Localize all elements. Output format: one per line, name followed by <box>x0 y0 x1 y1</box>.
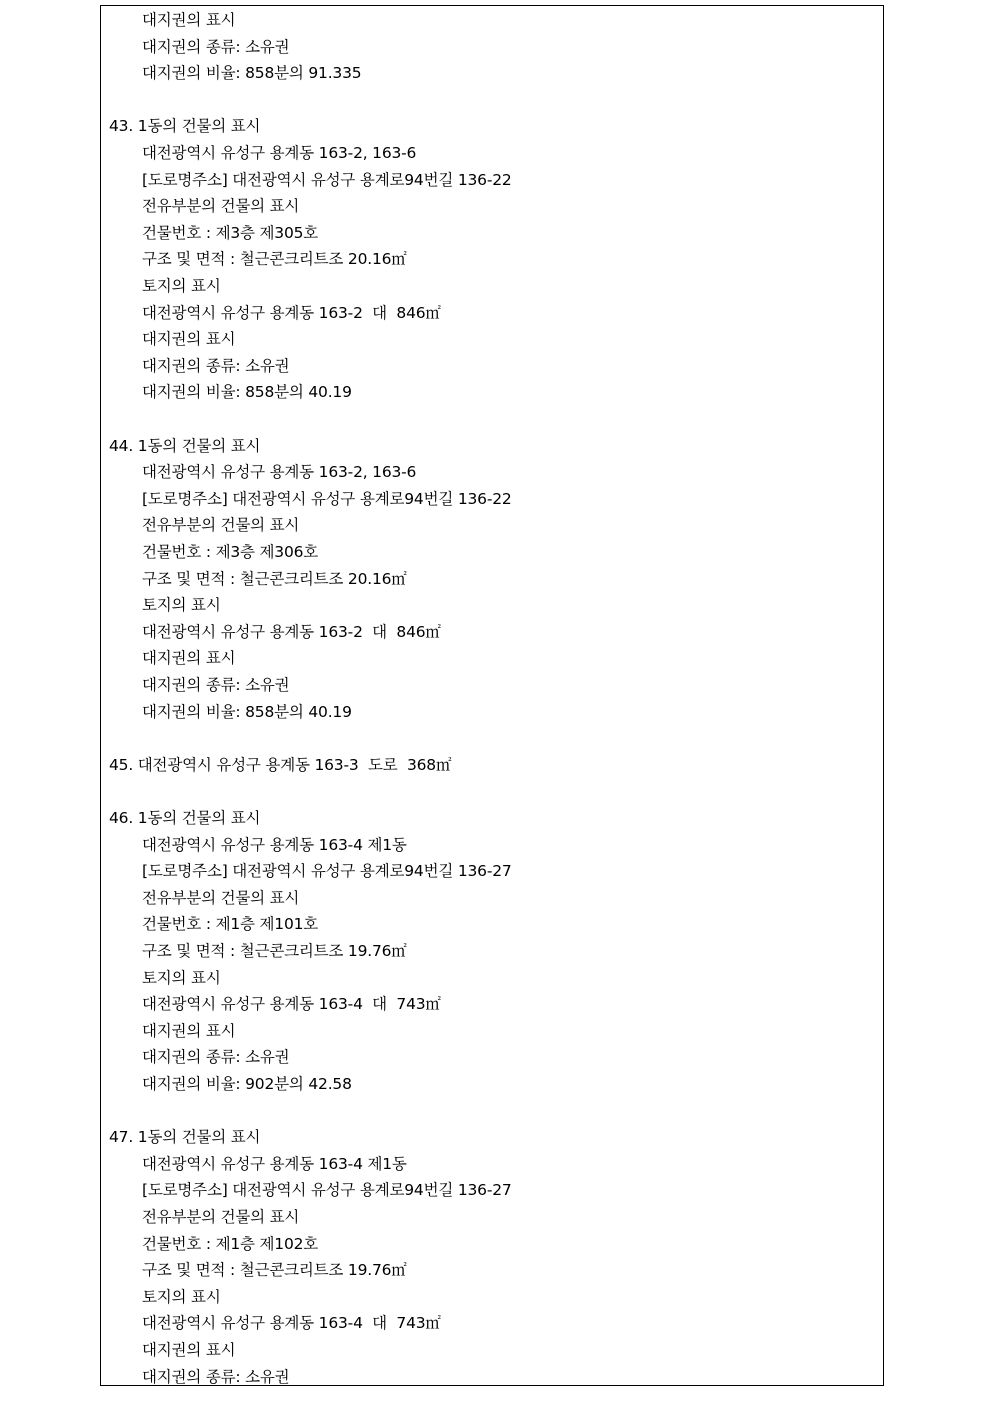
item-heading: 46. 1동의 건물의 표시 <box>109 809 261 827</box>
detail-line: 전유부분의 건물의 표시 <box>142 197 300 216</box>
document-frame <box>100 5 884 1386</box>
detail-line: 대지권의 표시 <box>142 649 236 668</box>
detail-line: 구조 및 면적 : 철근콘크리트조 20.16㎡ <box>142 250 407 269</box>
detail-line: 대지권의 비율: 858분의 40.19 <box>142 702 352 721</box>
detail-line: 대전광역시 유성구 용계동 163-2, 163-6 <box>142 463 417 482</box>
detail-line: 대전광역시 유성구 용계동 163-2 대 846㎡ <box>142 303 441 322</box>
detail-line: 대전광역시 유성구 용계동 163-4 제1동 <box>142 1154 407 1173</box>
item-heading: 47. 1동의 건물의 표시 <box>109 1128 261 1147</box>
detail-line: 대지권의 종류: 소유권 <box>142 356 290 375</box>
detail-line: 건물번호 : 제1층 제101호 <box>142 915 319 934</box>
detail-line: 대전광역시 유성구 용계동 163-2 대 846㎡ <box>142 622 441 641</box>
detail-line: 전유부분의 건물의 표시 <box>142 888 300 907</box>
detail-line: 토지의 표시 <box>142 277 221 295</box>
detail-line: 대전광역시 유성구 용계동 163-4 대 743㎡ <box>142 995 441 1014</box>
detail-line: 대지권의 표시 <box>142 1341 236 1359</box>
detail-line: 토지의 표시 <box>142 596 221 615</box>
detail-line: [도로명주소] 대전광역시 유성구 용계로94번길 136-27 <box>142 1181 512 1200</box>
detail-line: [도로명주소] 대전광역시 유성구 용계로94번길 136-27 <box>142 862 512 881</box>
detail-line: 대지권의 표시 <box>142 330 236 349</box>
detail-line: 대지권의 표시 <box>142 11 236 29</box>
detail-line: [도로명주소] 대전광역시 유성구 용계로94번길 136-22 <box>142 489 512 508</box>
detail-line: [도로명주소] 대전광역시 유성구 용계로94번길 136-22 <box>142 170 512 189</box>
detail-line: 건물번호 : 제3층 제306호 <box>142 543 319 561</box>
detail-line: 대지권의 표시 <box>142 1021 236 1040</box>
detail-line: 대전광역시 유성구 용계동 163-4 대 743㎡ <box>142 1314 441 1333</box>
detail-line: 건물번호 : 제3층 제305호 <box>142 223 319 242</box>
item-heading: 43. 1동의 건물의 표시 <box>109 117 261 136</box>
detail-line: 대지권의 비율: 858분의 40.19 <box>142 383 352 402</box>
detail-line: 대지권의 종류: 소유권 <box>142 676 290 694</box>
detail-line: 대지권의 비율: 902분의 42.58 <box>142 1075 352 1093</box>
detail-line: 구조 및 면적 : 철근콘크리트조 19.76㎡ <box>142 942 407 960</box>
detail-line: 전유부분의 건물의 표시 <box>142 516 300 535</box>
detail-line: 대지권의 종류: 소유권 <box>142 1048 290 1067</box>
detail-line: 토지의 표시 <box>142 968 221 987</box>
detail-line: 대전광역시 유성구 용계동 163-2, 163-6 <box>142 144 417 162</box>
detail-line: 구조 및 면적 : 철근콘크리트조 19.76㎡ <box>142 1261 407 1280</box>
item-heading: 45. 대전광역시 유성구 용계동 163-3 도로 368㎡ <box>109 755 452 774</box>
item-heading: 44. 1동의 건물의 표시 <box>109 436 261 455</box>
detail-line: 대지권의 종류: 소유권 <box>142 1367 290 1386</box>
detail-line: 토지의 표시 <box>142 1287 221 1306</box>
detail-line: 건물번호 : 제1층 제102호 <box>142 1234 319 1253</box>
detail-line: 대전광역시 유성구 용계동 163-4 제1동 <box>142 835 407 854</box>
detail-line: 대지권의 종류: 소유권 <box>142 37 290 56</box>
detail-line: 전유부분의 건물의 표시 <box>142 1208 300 1226</box>
detail-line: 대지권의 비율: 858분의 91.335 <box>142 64 362 83</box>
detail-line: 구조 및 면적 : 철근콘크리트조 20.16㎡ <box>142 569 407 588</box>
